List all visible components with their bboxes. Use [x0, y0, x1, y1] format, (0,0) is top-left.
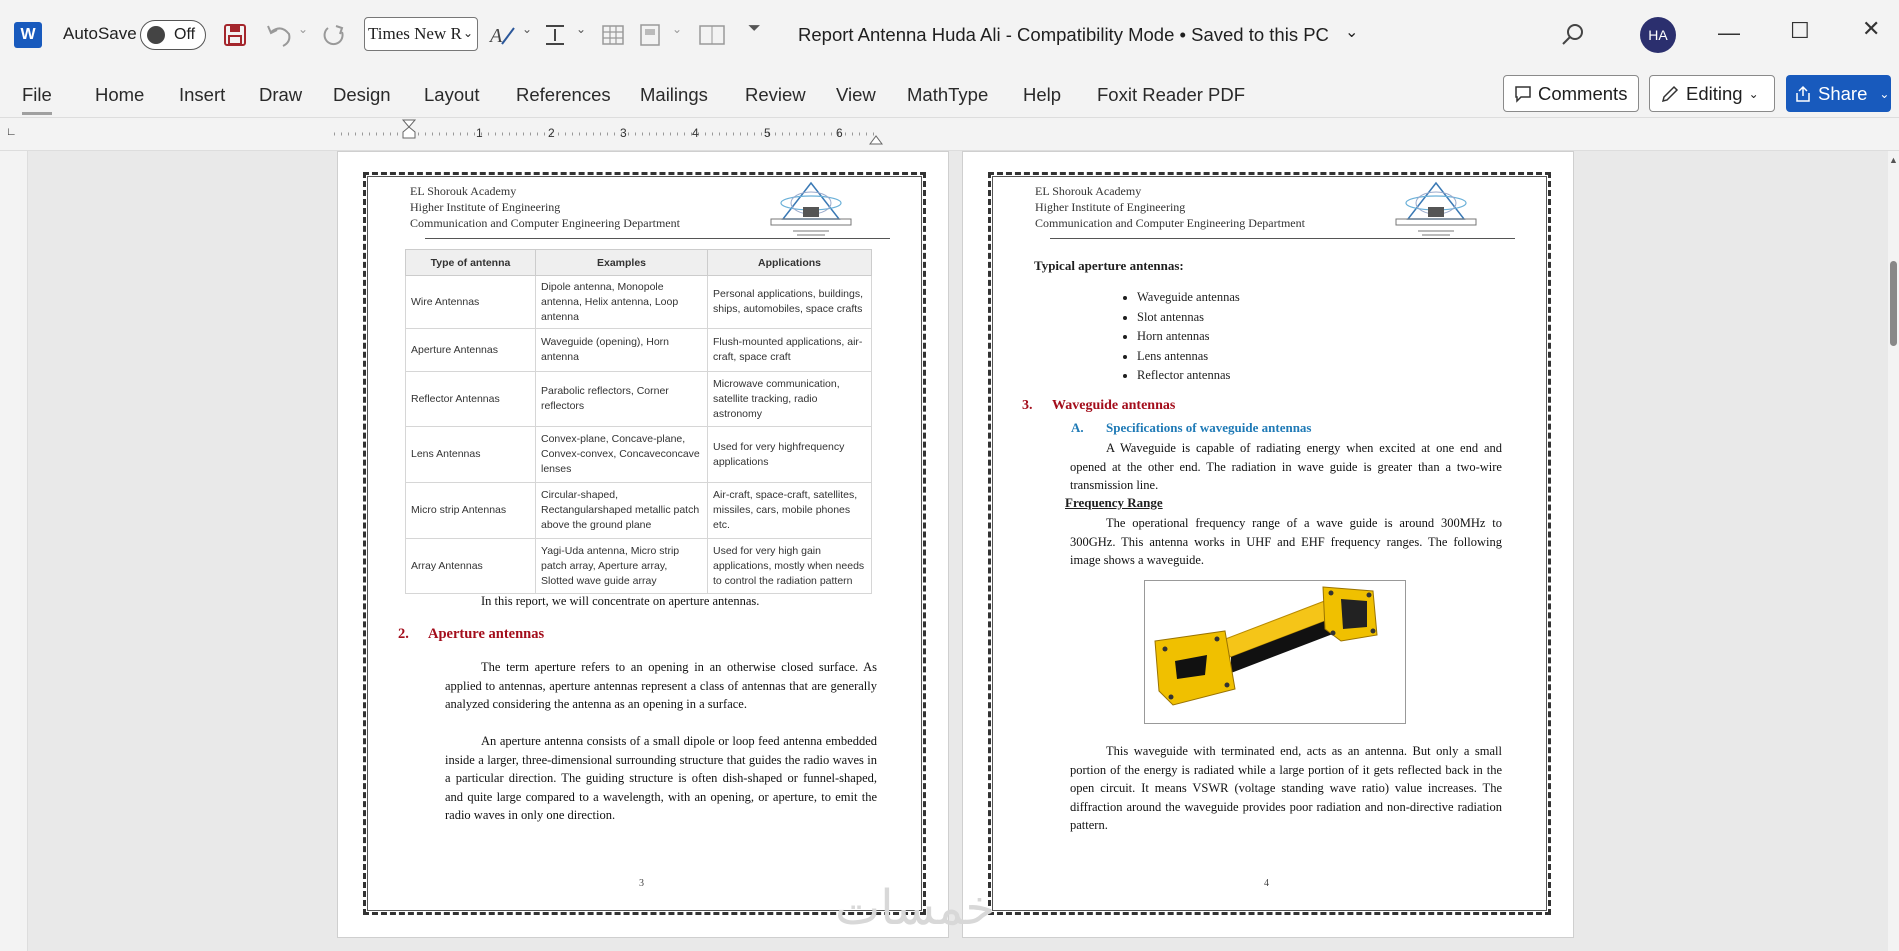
- page-3[interactable]: [337, 151, 949, 938]
- table-row: [406, 483, 872, 539]
- tab-file[interactable]: File: [22, 84, 52, 115]
- page-number: 4: [1264, 878, 1269, 889]
- share-button[interactable]: [1786, 75, 1891, 112]
- tab-help[interactable]: Help: [1023, 84, 1062, 105]
- list-item[interactable]: • Waveguide antennas: [1137, 288, 1240, 308]
- body-paragraph[interactable]: The operational frequency range of a wave guide is around 300MHz to 300GHz. This antenna works in UHF and EHF frequency ranges. The following image shows a waveguide.: [1070, 516, 1502, 567]
- list-item[interactable]: • Horn antennas: [1137, 327, 1240, 347]
- editing-label: Editing: [1686, 82, 1743, 104]
- waveguide-illustration: [1145, 581, 1405, 723]
- body-paragraph[interactable]: This waveguide with terminated end, acts as an antenna. But only a small portion of the energy is radiated while a large portion of it gets reflected back in the open circuit. It means VSWR (voltage standing wave ratio) value increases. The diffraction around the waveguide provides poor radiation and non-directive radiation pattern.: [1070, 744, 1502, 832]
- table-cell: Aperture Antennas: [406, 329, 536, 372]
- table-cell: Convex-plane, Concave-plane, Convex-convex, Concaveconcave lenses: [536, 427, 708, 483]
- right-indent-marker-icon[interactable]: [868, 130, 884, 146]
- tab-view[interactable]: View: [836, 84, 876, 105]
- chevron-down-icon[interactable]: ⌄: [1345, 24, 1359, 41]
- page-number: 3: [639, 878, 644, 889]
- title-bar: [0, 0, 1899, 70]
- spacing-icon[interactable]: [542, 22, 568, 48]
- horizontal-ruler[interactable]: [0, 118, 1899, 151]
- subsection-heading[interactable]: Specifications of waveguide antennas: [1106, 420, 1312, 435]
- font-name-box[interactable]: [364, 17, 478, 51]
- typical-antennas-heading[interactable]: Typical aperture antennas:: [1034, 258, 1184, 273]
- redo-icon[interactable]: [320, 22, 348, 48]
- avatar[interactable]: HA: [1640, 17, 1676, 53]
- academy-logo: [1388, 179, 1484, 239]
- tab-references[interactable]: References: [516, 84, 611, 105]
- share-icon: [1794, 85, 1812, 103]
- body-paragraph[interactable]: An aperture antenna consists of a small dipole or loop feed antenna embedded inside a larger, three-dimensional surrounding structure that guides the radio waves in a particular direction. The guiding structure is often dish-shaped or funnel-shaped, and quite large compared to a wavelength, with an opening, or aperture, to emit the radio waves in only one direction.: [445, 734, 877, 822]
- table-cell: Yagi-Uda antenna, Micro strip patch array, Aperture array, Slotted wave guide array: [536, 539, 708, 594]
- autosave-toggle[interactable]: [140, 20, 206, 50]
- comments-label: Comments: [1538, 82, 1628, 104]
- table-cell: Lens Antennas: [406, 427, 536, 483]
- minimize-icon[interactable]: —: [1718, 20, 1740, 45]
- table-cell: Personal applications, buildings, ships, automobiles, space crafts: [708, 276, 872, 329]
- pencil-icon: [1660, 84, 1680, 104]
- table-cell: Array Antennas: [406, 539, 536, 594]
- table-header: Examples: [536, 250, 708, 276]
- autosave-state: Off: [174, 26, 196, 43]
- scroll-up-icon[interactable]: ▲: [1889, 155, 1898, 165]
- table-cell: Air-craft, space-craft, satellites, missiles, cars, mobile phones etc.: [708, 483, 872, 539]
- tab-home[interactable]: Home: [95, 84, 145, 105]
- table-row: [406, 329, 872, 372]
- ruler-number: 2: [548, 126, 555, 140]
- search-icon[interactable]: [1560, 22, 1586, 48]
- chevron-down-icon: ⌄: [1879, 86, 1890, 101]
- header-line: Higher Institute of Engineering: [1035, 200, 1186, 214]
- save-icon[interactable]: [222, 22, 248, 48]
- table-cell: Reflector Antennas: [406, 372, 536, 427]
- comments-button[interactable]: [1503, 75, 1639, 112]
- ruler-number: 3: [620, 126, 627, 140]
- close-icon[interactable]: ✕: [1862, 16, 1881, 41]
- autosave-label: AutoSave: [63, 24, 137, 43]
- tab-mathtype[interactable]: MathType: [907, 84, 989, 105]
- list-item[interactable]: • Lens antennas: [1137, 347, 1240, 367]
- list-item[interactable]: • Reflector antennas: [1137, 366, 1240, 386]
- tab-layout[interactable]: Layout: [424, 84, 480, 105]
- chevron-down-icon: ⌄: [1748, 86, 1759, 101]
- customize-toolbar-icon[interactable]: ⏷: [748, 20, 761, 37]
- table-cell: Parabolic reflectors, Corner reflectors: [536, 372, 708, 427]
- undo-dropdown-icon[interactable]: ⌄: [298, 22, 309, 36]
- tab-mailings[interactable]: Mailings: [640, 84, 708, 105]
- ruler-number: 6: [836, 126, 843, 140]
- table-row: [406, 276, 872, 329]
- document-title[interactable]: Report Antenna Huda Ali - Compatibility Mode • Saved to this PC: [798, 24, 1329, 45]
- tab-stop-selector-icon[interactable]: ∟: [6, 126, 17, 138]
- table-row: [406, 427, 872, 483]
- page-header: [410, 183, 680, 231]
- table-header: Applications: [708, 250, 872, 276]
- table-cell: Flush-mounted applications, air-craft, space craft: [708, 329, 872, 372]
- share-label: Share: [1818, 82, 1868, 104]
- watermark-logo: خمسات: [835, 880, 996, 936]
- table-row: [406, 539, 872, 594]
- table-cell: Circular-shaped, Rectangularshaped metallic patch above the ground plane: [536, 483, 708, 539]
- table-header: Type of antenna: [406, 250, 536, 276]
- header-line: Communication and Computer Engineering Department: [410, 216, 680, 230]
- chevron-down-icon[interactable]: ⌄: [576, 22, 587, 36]
- svg-text:A: A: [490, 25, 503, 47]
- section-heading[interactable]: Waveguide antennas: [1052, 398, 1176, 413]
- section-number: 2.: [398, 626, 409, 642]
- toggle-knob: [147, 26, 165, 44]
- typical-antennas-list: [1137, 288, 1240, 386]
- ruler-number: 1: [476, 126, 483, 140]
- frequency-range-heading[interactable]: Frequency Range: [1065, 495, 1163, 510]
- word-app-icon: W: [14, 22, 42, 48]
- header-rule: [425, 238, 890, 239]
- header-rule: [1050, 238, 1515, 239]
- header-line: Communication and Computer Engineering Department: [1035, 216, 1305, 230]
- header-line: Higher Institute of Engineering: [410, 200, 561, 214]
- intro-paragraph[interactable]: In this report, we will concentrate on aperture antennas.: [481, 594, 760, 608]
- antenna-types-table: [405, 249, 872, 594]
- tab-review[interactable]: Review: [745, 84, 806, 105]
- vertical-ruler[interactable]: [0, 151, 28, 951]
- undo-icon[interactable]: [265, 22, 293, 48]
- waveguide-image[interactable]: [1144, 580, 1406, 724]
- table-cell: Microwave communication, satellite tracking, radio astronomy: [708, 372, 872, 427]
- page-header: [1035, 183, 1305, 231]
- tab-foxit-reader-pdf[interactable]: Foxit Reader PDF: [1097, 84, 1246, 105]
- comment-icon: [1514, 85, 1532, 103]
- header-line: EL Shorouk Academy: [410, 184, 517, 198]
- font-name-value: Times New R: [368, 24, 462, 43]
- table-cell: Dipole antenna, Monopole antenna, Helix antenna, Loop antenna: [536, 276, 708, 329]
- columns-icon[interactable]: [697, 22, 727, 48]
- page-4[interactable]: [962, 151, 1574, 938]
- table-header-row: [406, 250, 872, 276]
- table-cell: Used for very highfrequency applications: [708, 427, 872, 483]
- table-cell: Micro strip Antennas: [406, 483, 536, 539]
- body-paragraph[interactable]: A Waveguide is capable of radiating energy when excited at one end and opened at the other end. The radiation in wave guide is greater than a two-wire transmission line.: [1070, 441, 1502, 492]
- table-cell: Used for very high gain applications, mostly when needs to control the radiation pattern: [708, 539, 872, 594]
- subsection-label: A.: [1071, 420, 1084, 435]
- layout-icon[interactable]: [637, 22, 663, 48]
- table-row: [406, 372, 872, 427]
- chevron-down-icon[interactable]: ⌄: [672, 22, 683, 36]
- maximize-icon[interactable]: ☐: [1790, 18, 1810, 43]
- body-paragraph[interactable]: The term aperture refers to an opening in an otherwise closed surface. As applied to antennas, aperture antennas represent a class of antennas that are generally analyzed considering the antenna as an opening in a surface.: [445, 660, 877, 711]
- header-line: EL Shorouk Academy: [1035, 184, 1142, 198]
- table-icon[interactable]: [600, 22, 626, 48]
- tab-design[interactable]: Design: [333, 84, 391, 105]
- chevron-down-icon[interactable]: ⌄: [522, 22, 533, 36]
- section-heading[interactable]: Aperture antennas: [428, 626, 545, 642]
- scrollbar-thumb[interactable]: [1890, 261, 1897, 346]
- vertical-scrollbar[interactable]: [1888, 151, 1899, 951]
- chevron-down-icon: ⌄: [462, 26, 473, 40]
- indent-marker-icon[interactable]: [401, 118, 417, 150]
- tab-insert[interactable]: Insert: [179, 84, 226, 105]
- table-cell: Wire Antennas: [406, 276, 536, 329]
- ruler-number: 5: [764, 126, 771, 140]
- section-number: 3.: [1022, 398, 1033, 413]
- text-styles-icon[interactable]: [488, 22, 518, 50]
- ribbon-tabs: [0, 70, 1899, 118]
- tab-draw[interactable]: Draw: [259, 84, 303, 105]
- editing-mode-button[interactable]: [1649, 75, 1775, 112]
- academy-logo: [763, 179, 859, 239]
- ruler-number: 4: [692, 126, 699, 140]
- list-item[interactable]: • Slot antennas: [1137, 308, 1240, 328]
- table-cell: Waveguide (opening), Horn antenna: [536, 329, 708, 372]
